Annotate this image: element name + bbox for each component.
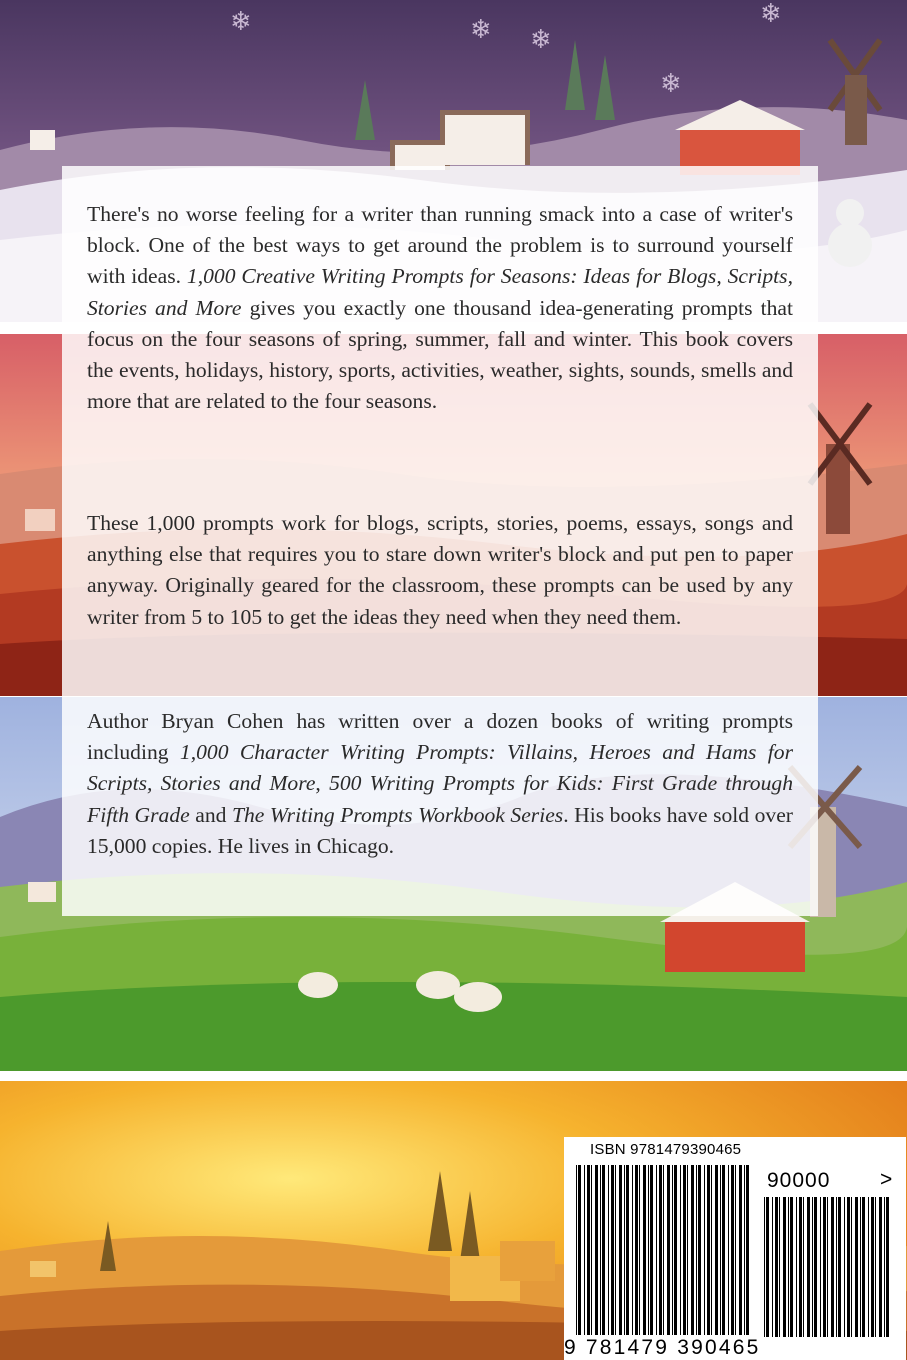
book-title-text: 1,000 Creative Writing Prompts for Seasons: Ideas for Blogs, Scripts, Stories and More <box>87 264 793 320</box>
barcode-bar <box>764 1197 765 1337</box>
barcode-bar <box>844 1197 845 1337</box>
isbn-label: ISBN 9781479390465 <box>590 1141 742 1158</box>
barcode-bar <box>827 1197 828 1337</box>
barcode-bar <box>608 1165 609 1335</box>
isbn-digits: 9 781479 390465 <box>564 1336 761 1359</box>
barcode-bar <box>591 1165 592 1335</box>
barcode-bar <box>783 1197 786 1337</box>
barcode-bar <box>687 1165 688 1335</box>
book-title-text: The Writing Prompts Workbook Series <box>231 802 564 827</box>
barcode-bar <box>871 1197 874 1337</box>
barcode-bar <box>739 1165 742 1335</box>
barcode-bar <box>711 1165 712 1335</box>
barcode-bar <box>790 1197 793 1337</box>
blurb-paragraph-1 <box>87 199 793 417</box>
body-text: . His books have sold over 15,000 copies. He lives in Chicago. <box>87 802 793 858</box>
barcode-bar <box>820 1197 821 1337</box>
body-text: There's no worse feeling for a writer than running smack into a case of writer's block. One of the best ways to get around the problem is to surround yourself with ideas. <box>87 202 793 289</box>
barcode-bar <box>796 1197 797 1337</box>
barcode-bar <box>720 1165 721 1335</box>
barcode-bar <box>587 1165 590 1335</box>
barcode-bar <box>680 1165 681 1335</box>
barcode-bar <box>643 1165 646 1335</box>
barcode-bar <box>772 1197 773 1337</box>
price-addon-barcode-bars <box>762 1197 894 1337</box>
barcode-bar <box>735 1165 736 1335</box>
band-divider <box>0 1071 907 1081</box>
barcode-bar <box>626 1165 629 1335</box>
barcode-bar <box>766 1197 769 1337</box>
body-text: and <box>189 802 232 827</box>
barcode-bar <box>576 1165 577 1335</box>
book-title-text: 500 Writing Prompts for Kids: First Grade through Fifth Grade <box>87 771 793 827</box>
barcode-bar <box>744 1165 745 1335</box>
barcode-bar <box>779 1197 780 1337</box>
svg-text:❄: ❄ <box>530 25 552 55</box>
barcode-bar <box>722 1165 725 1335</box>
barcode-bar <box>619 1165 622 1335</box>
barcode-bar <box>875 1197 876 1337</box>
svg-text:❄: ❄ <box>470 15 492 45</box>
barcode-bar <box>648 1165 649 1335</box>
book-title-text: 1,000 Character Writing Prompts: Villains, Heroes and Hams for Scripts, Stories and More <box>87 740 793 796</box>
ean13-barcode-bars <box>574 1165 754 1335</box>
barcode-bar <box>831 1197 834 1337</box>
barcode-bar <box>879 1197 882 1337</box>
barcode-bar <box>886 1197 889 1337</box>
barcode-bar <box>731 1165 734 1335</box>
barcode-bar <box>855 1197 858 1337</box>
barcode-bar <box>650 1165 653 1335</box>
barcode-bar <box>602 1165 605 1335</box>
body-text: , <box>315 771 330 796</box>
price-code: 90000 <box>767 1169 831 1192</box>
barcode-bar <box>691 1165 694 1335</box>
barcode-bar <box>615 1165 616 1335</box>
barcode-bar <box>799 1197 802 1337</box>
svg-text:❄: ❄ <box>660 69 682 99</box>
svg-text:❄: ❄ <box>760 0 782 29</box>
author-bio-paragraph <box>87 706 793 862</box>
body-text: Author Bryan Cohen has written over a dozen books of writing prompts including <box>87 709 793 765</box>
barcode-bar <box>803 1197 804 1337</box>
barcode-bar <box>672 1165 673 1335</box>
barcode-bar <box>746 1165 749 1335</box>
barcode-bar <box>683 1165 686 1335</box>
barcode-bar <box>635 1165 638 1335</box>
price-arrow: > <box>880 1168 893 1191</box>
barcode-bar <box>632 1165 633 1335</box>
barcode-bar <box>862 1197 865 1337</box>
barcode-bar <box>814 1197 817 1337</box>
isbn-barcode <box>564 1137 906 1360</box>
svg-text:❄: ❄ <box>230 7 252 37</box>
barcode-bar <box>639 1165 640 1335</box>
barcode-bar <box>698 1165 701 1335</box>
barcode-bar <box>884 1197 885 1337</box>
barcode-bar <box>600 1165 601 1335</box>
barcode-bar <box>847 1197 850 1337</box>
barcode-bar <box>611 1165 614 1335</box>
barcode-bar <box>715 1165 718 1335</box>
body-text: These 1,000 prompts work for blogs, scripts, stories, poems, essays, songs and anything else that requires you to stare down writer's block and put pen to paper anyway. Originally geared for the classroom, these prompts can be used by any writer from 5 to 105 to get the ideas they need when they need them. <box>87 511 793 629</box>
barcode-bar <box>823 1197 826 1337</box>
barcode-bar <box>788 1197 789 1337</box>
barcode-bar <box>704 1165 705 1335</box>
barcode-bar <box>624 1165 625 1335</box>
barcode-bar <box>656 1165 657 1335</box>
barcode-bar <box>812 1197 813 1337</box>
barcode-bar <box>851 1197 852 1337</box>
barcode-bar <box>674 1165 677 1335</box>
barcode-bar <box>728 1165 729 1335</box>
barcode-bar <box>860 1197 861 1337</box>
barcode-bar <box>667 1165 670 1335</box>
barcode-bar <box>775 1197 778 1337</box>
body-text: gives you exactly one thousand idea-generating prompts that focus on the four seasons of spring, summer, fall and winter. This book covers the events, holidays, history, sports, activities, weather, sights, sounds, smells and more that are related to the four seasons. <box>87 295 793 414</box>
barcode-bar <box>663 1165 664 1335</box>
barcode-bar <box>707 1165 710 1335</box>
barcode-bar <box>868 1197 869 1337</box>
barcode-bar <box>836 1197 837 1337</box>
barcode-bar <box>659 1165 662 1335</box>
barcode-bar <box>578 1165 581 1335</box>
barcode-bar <box>584 1165 585 1335</box>
barcode-bar <box>807 1197 810 1337</box>
blurb-paragraph-2 <box>87 508 793 633</box>
barcode-bar <box>595 1165 598 1335</box>
barcode-bar <box>838 1197 841 1337</box>
barcode-bar <box>696 1165 697 1335</box>
